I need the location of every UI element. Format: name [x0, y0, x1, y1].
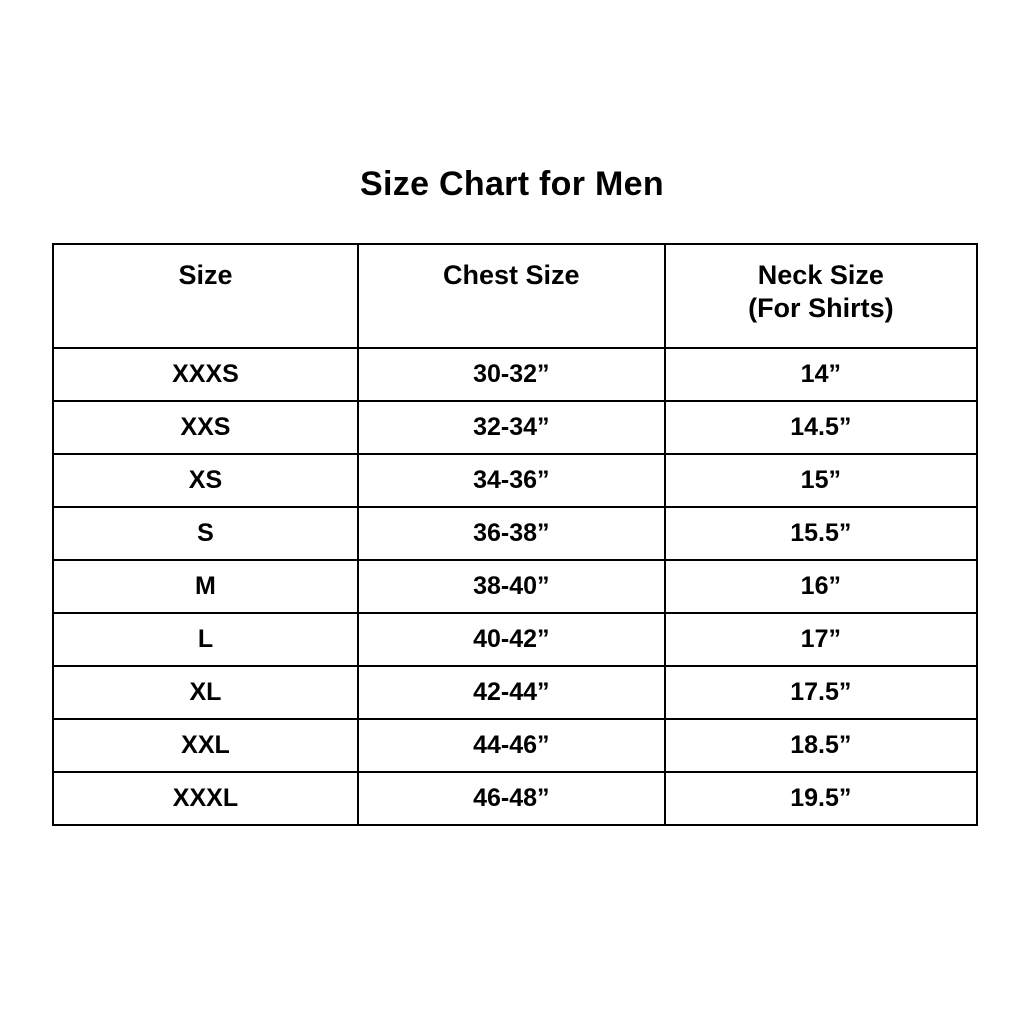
table-body	[53, 348, 977, 825]
column-header-neck-size-sublabel: (For Shirts)	[748, 293, 894, 323]
cell-neck: 18.5”	[665, 719, 977, 772]
table-row	[53, 613, 977, 666]
column-header-chest-size-label: Chest Size	[443, 260, 580, 290]
cell-chest: 38-40”	[358, 560, 665, 613]
column-header-size	[53, 244, 358, 348]
table-row	[53, 507, 977, 560]
cell-size: M	[53, 560, 358, 613]
cell-size: XL	[53, 666, 358, 719]
cell-neck: 14.5”	[665, 401, 977, 454]
cell-chest: 44-46”	[358, 719, 665, 772]
cell-neck: 19.5”	[665, 772, 977, 825]
cell-neck: 17.5”	[665, 666, 977, 719]
cell-size: XXXL	[53, 772, 358, 825]
cell-size: S	[53, 507, 358, 560]
cell-chest: 30-32”	[358, 348, 665, 401]
table-row	[53, 719, 977, 772]
cell-chest: 32-34”	[358, 401, 665, 454]
cell-size: L	[53, 613, 358, 666]
table-row	[53, 666, 977, 719]
cell-chest: 40-42”	[358, 613, 665, 666]
cell-neck: 15”	[665, 454, 977, 507]
cell-size: XS	[53, 454, 358, 507]
column-header-neck-size	[665, 244, 977, 348]
column-header-chest-size	[358, 244, 665, 348]
size-chart-table	[52, 243, 978, 826]
cell-size: XXL	[53, 719, 358, 772]
cell-size: XXS	[53, 401, 358, 454]
cell-neck: 14”	[665, 348, 977, 401]
table-row	[53, 772, 977, 825]
cell-chest: 42-44”	[358, 666, 665, 719]
cell-chest: 36-38”	[358, 507, 665, 560]
cell-size: XXXS	[53, 348, 358, 401]
column-header-neck-size-label: Neck Size	[757, 260, 884, 290]
table-row	[53, 348, 977, 401]
column-header-size-label: Size	[178, 260, 233, 290]
cell-neck: 16”	[665, 560, 977, 613]
header-row	[53, 244, 977, 348]
cell-neck: 15.5”	[665, 507, 977, 560]
page-title: Size Chart for Men	[360, 165, 664, 203]
table-row	[53, 401, 977, 454]
table-row	[53, 454, 977, 507]
cell-neck: 17”	[665, 613, 977, 666]
cell-chest: 34-36”	[358, 454, 665, 507]
cell-chest: 46-48”	[358, 772, 665, 825]
table-row	[53, 560, 977, 613]
